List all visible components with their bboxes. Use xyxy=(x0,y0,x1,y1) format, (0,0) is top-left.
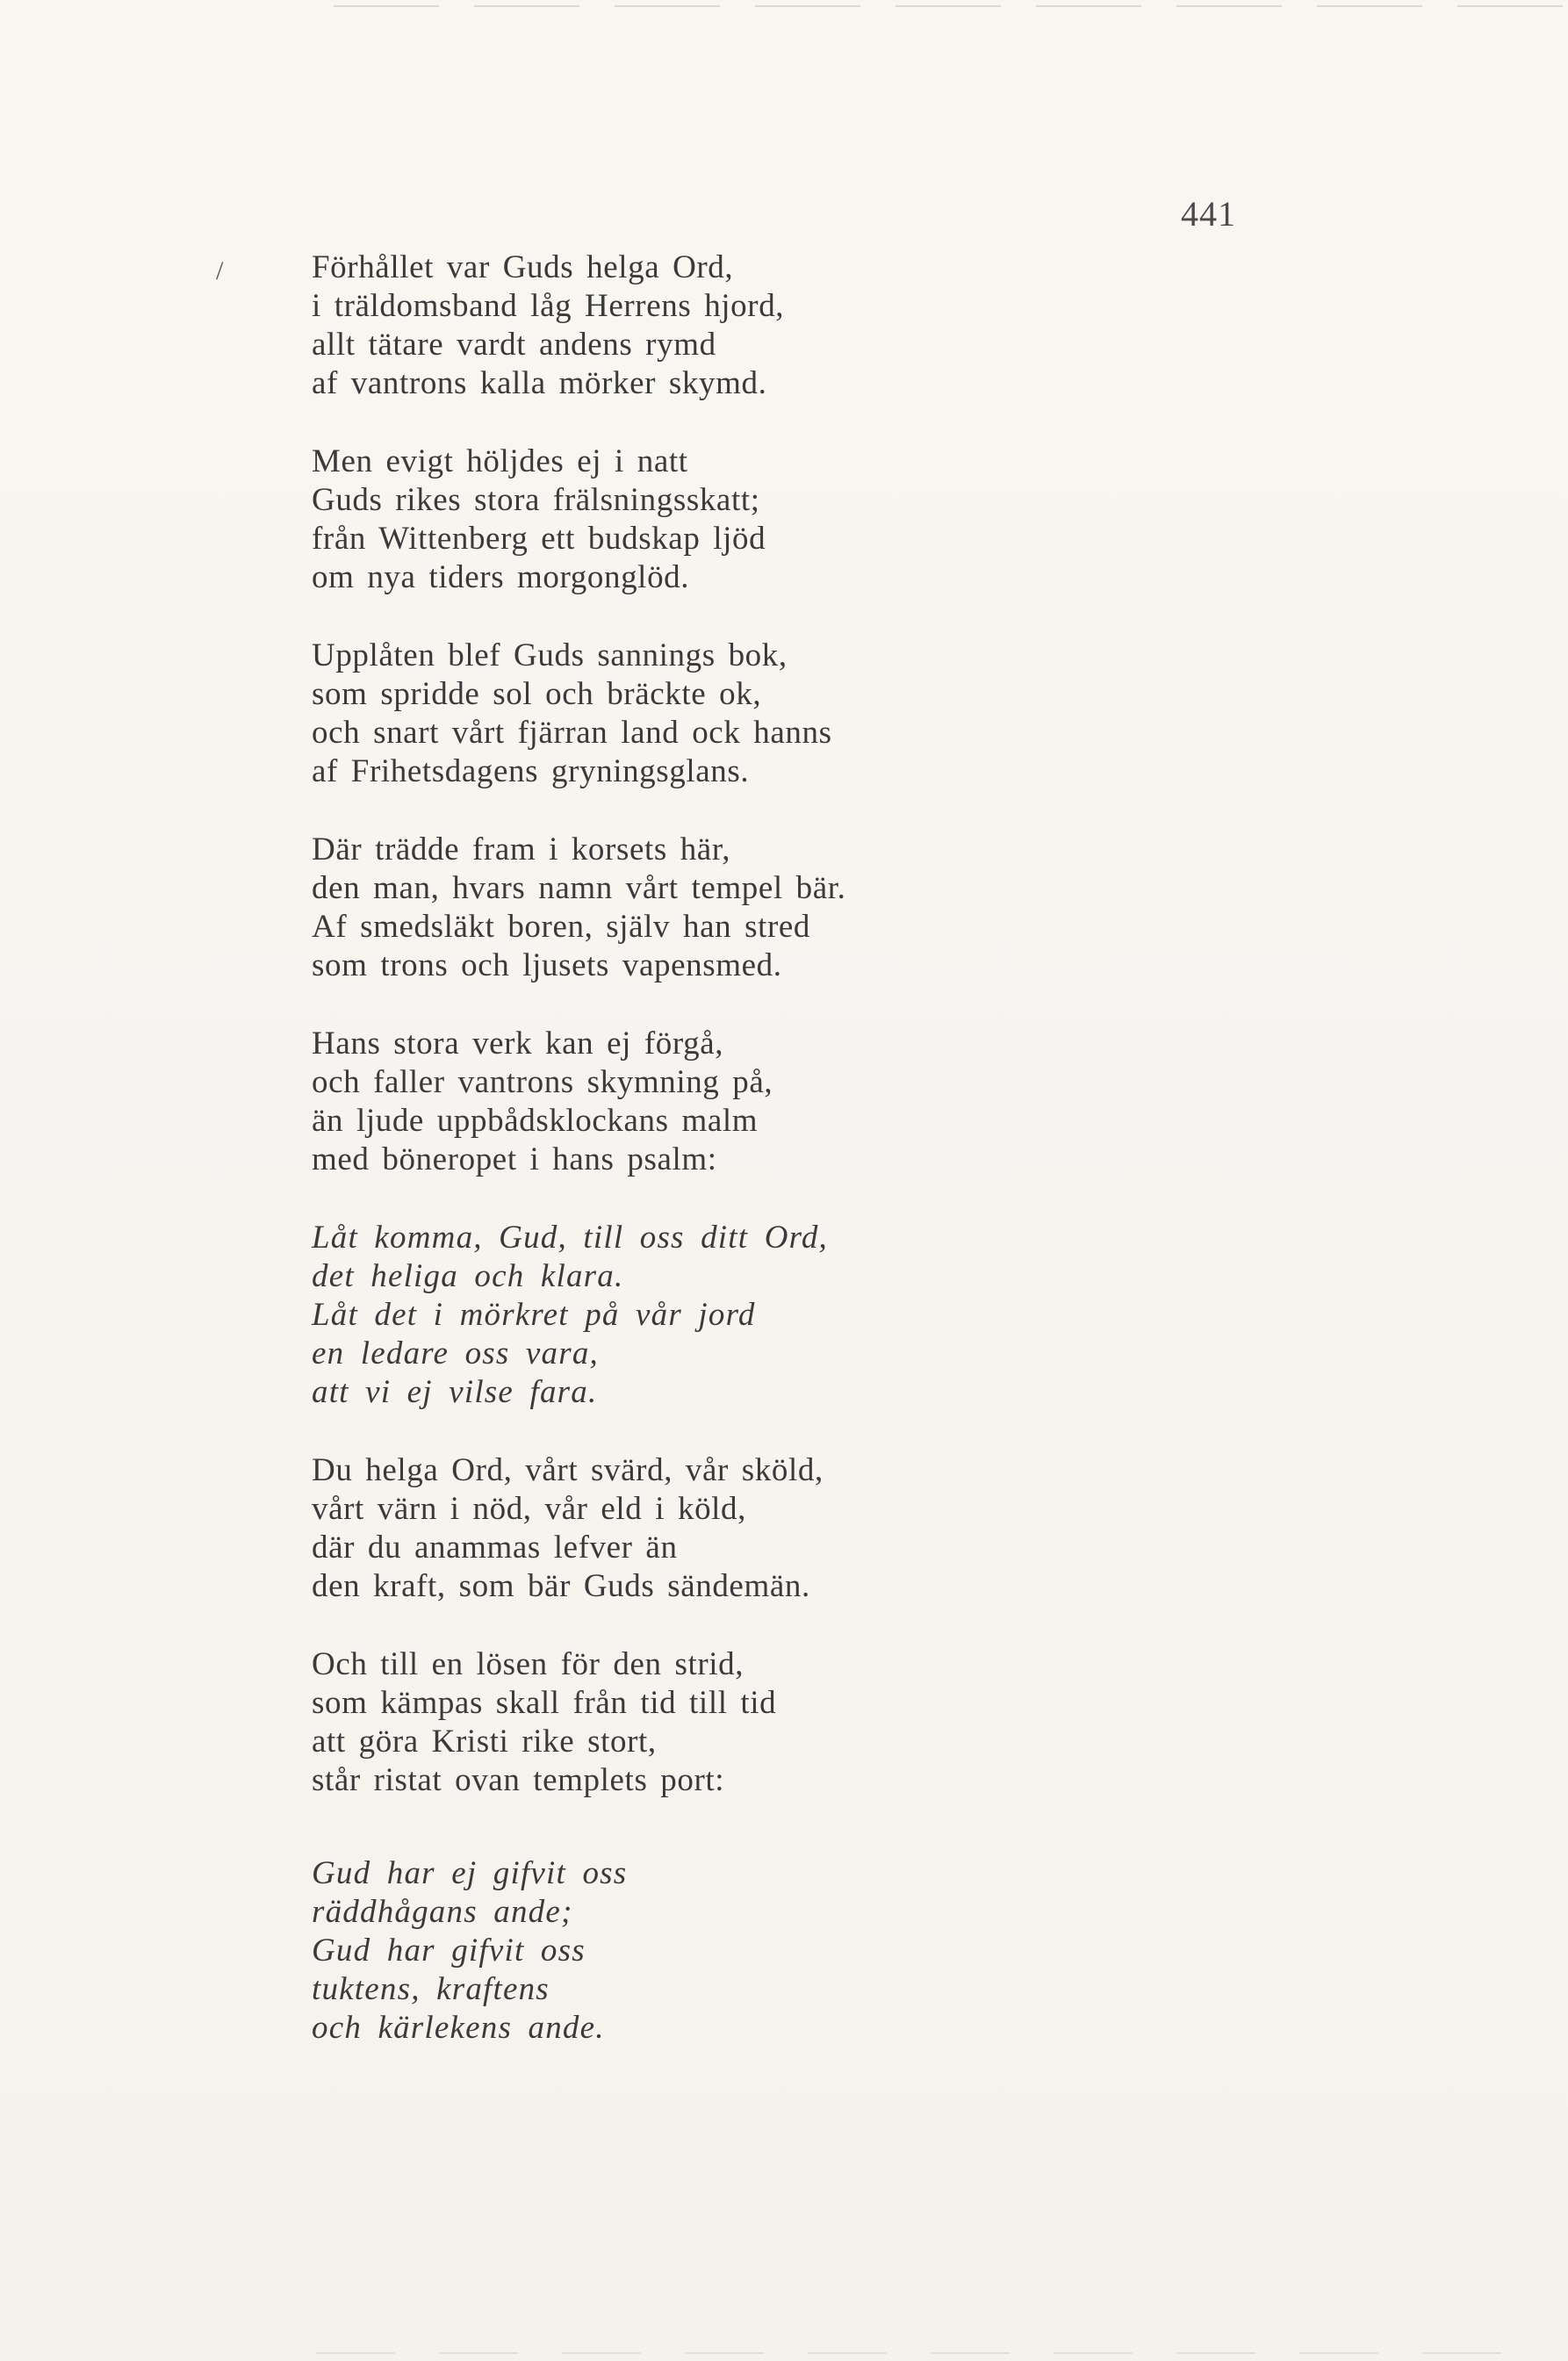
verse-line: den kraft, som bär Guds sändemän. xyxy=(312,1568,810,1604)
stanza-5 xyxy=(312,1025,1102,1179)
verse-line: från Wittenberg ett budskap ljöd xyxy=(312,521,766,557)
verse-line: att vi ej vilse fara. xyxy=(312,1374,598,1410)
verse-line: som spridde sol och bräckte ok, xyxy=(312,676,762,712)
verse-line: Låt komma, Gud, till oss ditt Ord, xyxy=(312,1220,828,1256)
stanza-7 xyxy=(312,1451,1102,1606)
stanza-9-inscription xyxy=(312,1854,1102,2048)
stanza-4 xyxy=(312,831,1102,985)
stanza-2 xyxy=(312,443,1102,597)
verse-line: som trons och ljusets vapensmed. xyxy=(312,947,782,983)
verse-line: Och till en lösen för den strid, xyxy=(312,1646,744,1682)
verse-line: räddhågans ande; xyxy=(312,1894,573,1930)
verse-line: Du helga Ord, vårt svärd, vår sköld, xyxy=(312,1452,824,1488)
page-number: 441 xyxy=(1181,194,1236,234)
stanza-6-hymn-quote xyxy=(312,1219,1102,1412)
verse-line: står ristat ovan templets port: xyxy=(312,1762,725,1798)
verse-line: Gud har gifvit oss xyxy=(312,1933,586,1969)
poem xyxy=(312,248,1102,2087)
verse-line: af vantrons kalla mörker skymd. xyxy=(312,365,767,401)
margin-mark: / xyxy=(216,256,224,285)
verse-line: vårt värn i nöd, vår eld i köld, xyxy=(312,1491,747,1527)
verse-line: det heliga och klara. xyxy=(312,1258,624,1294)
verse-line: där du anammas lefver än xyxy=(312,1530,678,1566)
verse-line: den man, hvars namn vårt tempel bär. xyxy=(312,870,846,906)
verse-line: Gud har ej gifvit oss xyxy=(312,1855,628,1891)
verse-line: och snart vårt fjärran land ock hanns xyxy=(312,715,832,751)
verse-line: Hans stora verk kan ej förgå, xyxy=(312,1026,724,1062)
top-edge-rule xyxy=(334,5,1563,7)
bottom-edge-rule xyxy=(316,2352,1528,2354)
verse-line: Af smedsläkt boren, själv han stred xyxy=(312,909,810,945)
stanza-8 xyxy=(312,1645,1102,1800)
verse-line: än ljude uppbådsklockans malm xyxy=(312,1103,759,1139)
verse-line: af Frihetsdagens gryningsglans. xyxy=(312,753,750,789)
verse-line: Låt det i mörkret på vår jord xyxy=(312,1297,756,1333)
verse-line: som kämpas skall från tid till tid xyxy=(312,1685,777,1721)
verse-line: allt tätare vardt andens rymd xyxy=(312,327,716,363)
verse-line: och faller vantrons skymning på, xyxy=(312,1064,773,1100)
verse-line: om nya tiders morgonglöd. xyxy=(312,559,690,595)
stanza-1 xyxy=(312,248,1102,403)
verse-line: Upplåten blef Guds sannings bok, xyxy=(312,637,788,673)
verse-line: tuktens, kraftens xyxy=(312,1971,550,2007)
verse-line: en ledare oss vara, xyxy=(312,1335,599,1371)
verse-line: med böneropet i hans psalm: xyxy=(312,1141,717,1177)
verse-line: att göra Kristi rike stort, xyxy=(312,1724,657,1760)
verse-line: Där trädde fram i korsets här, xyxy=(312,831,731,867)
verse-line: och kärlekens ande. xyxy=(312,2010,605,2046)
verse-line: Men evigt höljdes ej i natt xyxy=(312,443,688,479)
stanza-3 xyxy=(312,637,1102,791)
verse-line: Förhållet var Guds helga Ord, xyxy=(312,249,734,285)
verse-line: i träldomsband låg Herrens hjord, xyxy=(312,288,785,324)
verse-line: Guds rikes stora frälsningsskatt; xyxy=(312,482,760,518)
